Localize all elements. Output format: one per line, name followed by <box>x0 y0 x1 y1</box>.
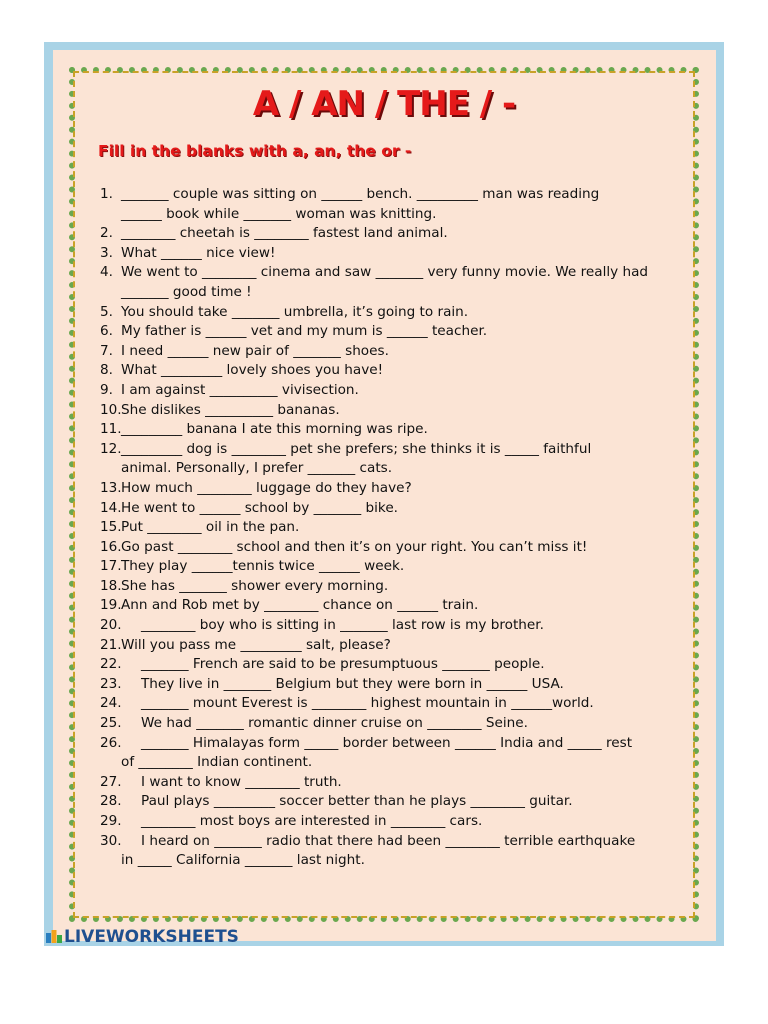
exercise-item <box>100 342 700 362</box>
item-text: _________ banana I ate this morning was ripe. <box>121 421 428 438</box>
item-number: 22. <box>100 656 122 673</box>
exercise-item <box>100 832 700 871</box>
item-text: I want to know ________ truth. <box>141 773 342 790</box>
item-text: Ann and Rob met by ________ chance on ______ train. <box>121 597 479 614</box>
item-text: Put ________ oil in the pan. <box>121 519 300 536</box>
item-text: ______ book while _______ woman was knitting. <box>121 205 437 222</box>
item-number: 26. <box>100 734 122 751</box>
exercise-item <box>100 538 700 558</box>
item-text: ________ cheetah is ________ fastest land animal. <box>121 225 448 242</box>
item-text: They live in _______ Belgium but they were born in ______ USA. <box>141 675 564 692</box>
exercise-item <box>100 577 700 597</box>
item-text: Will you pass me _________ salt, please? <box>121 636 391 653</box>
item-text: Go past ________ school and then it’s on your right. You can’t miss it! <box>121 538 588 555</box>
item-number: 9. <box>100 381 113 398</box>
item-number: 29. <box>100 813 122 829</box>
brand-name: LIVEWORKSHEETS <box>64 927 239 947</box>
exercise-item <box>100 185 700 224</box>
item-number: 19. <box>100 597 122 614</box>
item-number: 5. <box>100 303 113 320</box>
item-text: We went to ________ cinema and saw _______ very funny movie. We really had <box>121 264 649 281</box>
item-number: 20. <box>100 617 122 634</box>
item-text: _______ Himalayas form _____ border between ______ India and _____ rest <box>141 734 633 751</box>
exercise-item <box>100 361 700 381</box>
exercise-item <box>100 734 700 773</box>
item-text: _______ mount Everest is ________ highest mountain in ______world. <box>141 695 594 712</box>
item-number: 4. <box>100 264 113 281</box>
item-number: 10. <box>100 401 122 418</box>
exercise-item <box>100 440 700 479</box>
exercise-item <box>100 263 700 302</box>
item-text: I am against __________ vivisection. <box>121 381 359 398</box>
item-text: animal. Personally, I prefer _______ cats. <box>121 460 393 477</box>
item-text: _________ dog is ________ pet she prefers; she thinks it is _____ faithful <box>121 440 592 457</box>
item-text: _______ good time ! <box>121 283 252 300</box>
liveworksheets-logo[interactable] <box>46 928 239 946</box>
item-text: We had _______ romantic dinner cruise on ________ Seine. <box>141 715 528 732</box>
exercise-item <box>100 224 700 244</box>
item-number: 2. <box>100 225 113 242</box>
item-number: 16. <box>100 538 122 555</box>
item-text: Paul plays _________ soccer better than he plays ________ guitar. <box>141 793 573 810</box>
item-number: 11. <box>100 421 122 438</box>
item-number: 3. <box>100 244 113 261</box>
exercise-item <box>100 714 700 734</box>
exercise-item <box>100 303 700 323</box>
exercise-item <box>100 322 700 342</box>
exercise-item <box>100 381 700 401</box>
item-number: 15. <box>100 519 122 536</box>
exercise-item <box>100 655 700 675</box>
item-number: 17. <box>100 558 122 575</box>
item-text: _______ French are said to be presumptuous _______ people. <box>141 656 545 673</box>
item-number: 13. <box>100 479 122 496</box>
exercise-item <box>100 812 700 832</box>
item-text: What _________ lovely shoes you have! <box>121 362 384 379</box>
item-text: of ________ Indian continent. <box>121 754 313 771</box>
item-text: ________ most boys are interested in ________ cars. <box>141 813 483 829</box>
item-text: My father is ______ vet and my mum is ______ teacher. <box>121 323 488 340</box>
item-text: He went to ______ school by _______ bike. <box>121 499 398 516</box>
item-number: 14. <box>100 499 122 516</box>
item-text: ________ boy who is sitting in _______ last row is my brother. <box>141 617 544 634</box>
item-text: What ______ nice view! <box>121 244 276 261</box>
item-number: 12. <box>100 440 122 457</box>
item-number: 1. <box>100 186 113 202</box>
exercise-item <box>100 773 700 793</box>
item-text: I heard on _______ radio that there had been ________ terrible earthquake <box>141 832 636 849</box>
item-text: in _____ California _______ last night. <box>121 852 365 869</box>
item-number: 23. <box>100 675 122 692</box>
exercise-item <box>100 557 700 577</box>
exercise-item <box>100 792 700 812</box>
exercise-item <box>100 694 700 714</box>
item-number: 24. <box>100 695 122 712</box>
exercise-item <box>100 675 700 695</box>
item-number: 25. <box>100 715 122 732</box>
item-text: They play ______tennis twice ______ week. <box>121 558 405 575</box>
item-number: 7. <box>100 342 113 359</box>
item-number: 21. <box>100 636 122 653</box>
item-number: 18. <box>100 577 122 594</box>
exercise-item <box>100 596 700 616</box>
exercise-list <box>100 185 700 871</box>
item-number: 8. <box>100 362 113 379</box>
item-text: _______ couple was sitting on ______ bench. _________ man was reading <box>121 186 600 202</box>
exercise-item <box>100 401 700 421</box>
item-number: 30. <box>100 832 122 849</box>
item-number: 6. <box>100 323 113 340</box>
item-text: I need ______ new pair of _______ shoes. <box>121 342 389 359</box>
item-text: She dislikes __________ bananas. <box>121 401 340 418</box>
item-number: 27. <box>100 773 122 790</box>
item-text: How much ________ luggage do they have? <box>121 479 412 496</box>
item-number: 28. <box>100 793 122 810</box>
item-text: She has _______ shower every morning. <box>121 577 389 594</box>
worksheet-title: A / AN / THE / - <box>252 84 516 124</box>
exercise-item <box>100 420 700 440</box>
exercise-item <box>100 244 700 264</box>
exercise-item <box>100 518 700 538</box>
instruction-text: Fill in the blanks with a, an, the or - <box>98 142 412 160</box>
exercise-item <box>100 616 700 636</box>
exercise-item <box>100 479 700 499</box>
exercise-item <box>100 636 700 656</box>
exercise-item <box>100 499 700 519</box>
item-text: You should take _______ umbrella, it’s going to rain. <box>121 303 469 320</box>
logo-icon <box>46 930 62 944</box>
